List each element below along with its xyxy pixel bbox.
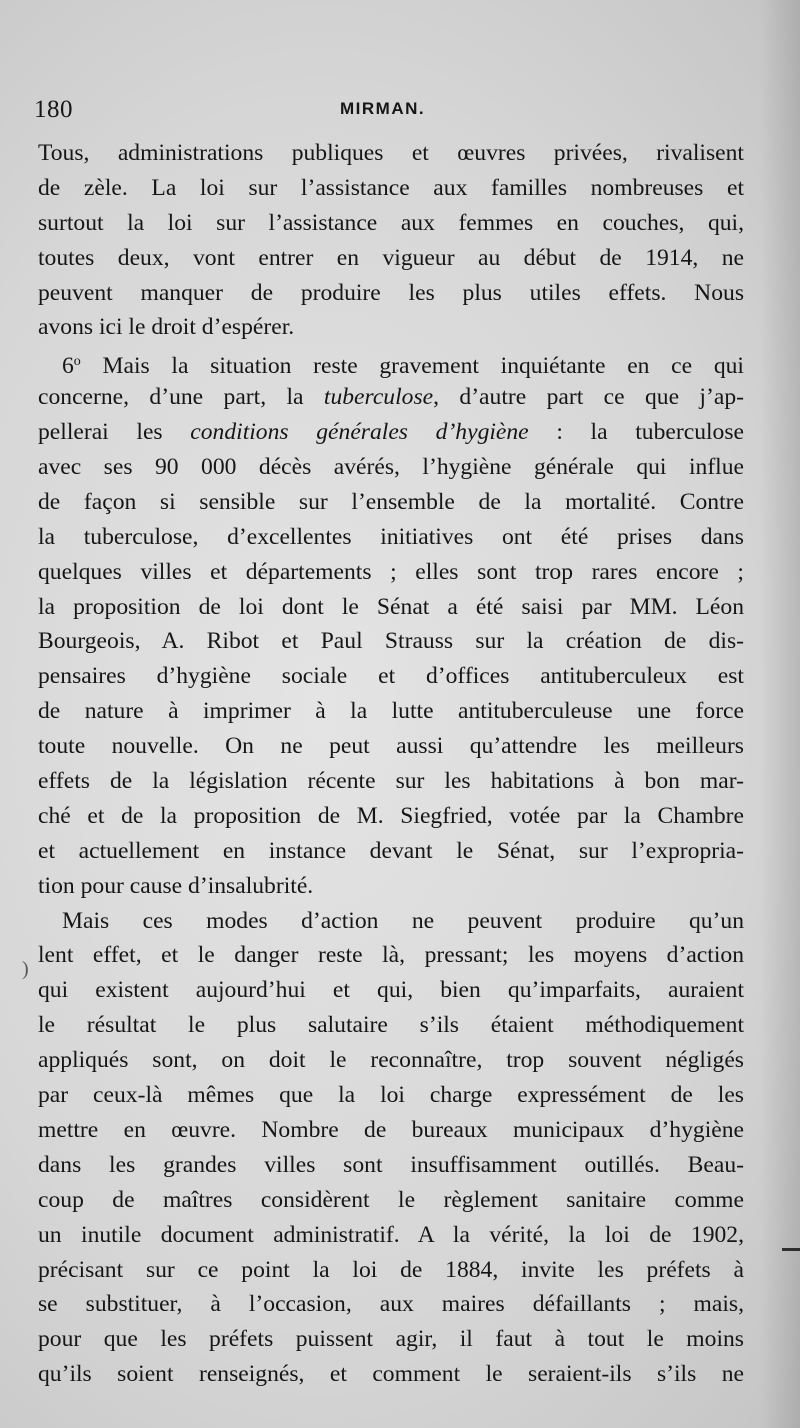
text-line: toutes deux, vont entrer en vigueur au début de 1914, ne bbox=[38, 244, 744, 271]
text-line: se substituer, à l’occasion, aux maires défaillants ; mais, bbox=[38, 1291, 744, 1318]
section-number: 6 bbox=[62, 353, 74, 380]
page-number: 180 bbox=[34, 96, 73, 123]
text-line bbox=[38, 345, 744, 380]
text-line: qui existent aujourd’hui et qui, bien qu’imparfaits, auraient bbox=[38, 977, 744, 1004]
ordinal-superscript: o bbox=[73, 354, 81, 370]
text-line bbox=[38, 415, 744, 450]
text-line: de zèle. La loi sur l’assistance aux familles nombreuses et bbox=[38, 174, 744, 201]
text-span: , d’autre part ce que j’ap- bbox=[433, 384, 744, 411]
text-line: Tous, administrations publiques et œuvres privées, rivalisent bbox=[38, 140, 744, 166]
text-span: pellerai les bbox=[38, 419, 191, 446]
text-line: surtout la loi sur l’assistance aux femmes en couches, qui, bbox=[38, 209, 744, 236]
text-span: : la tuberculose bbox=[528, 419, 744, 446]
text-line: précisant sur ce point la loi de 1884, invite les préfets à bbox=[38, 1256, 744, 1283]
text-line: de nature à imprimer à la lutte antituberculeuse une force bbox=[38, 698, 744, 725]
text-line bbox=[38, 380, 744, 415]
text-line: un inutile document administratif. A la vérité, la loi de 1902, bbox=[38, 1221, 744, 1248]
text-line: ché et de la proposition de M. Siegfried, votée par la Chambre bbox=[38, 802, 744, 829]
text-line: Bourgeois, A. Ribot et Paul Strauss sur la création de dis- bbox=[38, 628, 744, 655]
text-line: avons ici le droit d’espérer. bbox=[38, 314, 295, 341]
text-line: le résultat le plus salutaire s’ils étaient méthodiquement bbox=[38, 1012, 744, 1039]
text-line: quelques villes et départements ; elles sont trop rares encore ; bbox=[38, 558, 744, 585]
text-line: Mais ces modes d’action ne peuvent produire qu’un bbox=[62, 907, 744, 934]
text-line: dans les grandes villes sont insuffisamment outillés. Beau- bbox=[38, 1151, 744, 1178]
text-span: Mais la situation reste gravement inquiétante en ce qui bbox=[80, 353, 744, 380]
text-line: lent effet, et le danger reste là, pressant; les moyens d’action bbox=[38, 942, 744, 969]
running-head bbox=[34, 96, 740, 126]
text-line: appliqués sont, on doit le reconnaître, trop souvent négligés bbox=[38, 1047, 744, 1074]
text-line: coup de maîtres considèrent le règlement sanitaire comme bbox=[38, 1186, 744, 1213]
text-line: de façon si sensible sur l’ensemble de la mortalité. Contre bbox=[38, 488, 744, 515]
text-line: et actuellement en instance devant le Sénat, sur l’expropria- bbox=[38, 837, 744, 864]
text-line: toute nouvelle. On ne peut aussi qu’attendre les meilleurs bbox=[38, 733, 744, 760]
body-text bbox=[38, 136, 744, 1392]
text-line: la tuberculose, d’excellentes initiatives ont été prises dans bbox=[38, 523, 744, 550]
italic-term: tuberculose bbox=[323, 384, 434, 411]
text-span: concerne, d’une part, la bbox=[38, 384, 324, 411]
margin-paren-mark: ) bbox=[22, 958, 29, 980]
text-line: effets de la législation récente sur les habitations à bon mar- bbox=[38, 768, 744, 795]
running-title: MIRMAN. bbox=[340, 99, 426, 118]
text-line: tion pour cause d’insalubrité. bbox=[38, 872, 314, 899]
text-line: avec ses 90 000 décès avérés, l’hygiène générale qui influe bbox=[38, 454, 744, 481]
text-line: pour que les préfets puissent agir, il faut à tout le moins bbox=[38, 1326, 744, 1353]
italic-term: conditions générales d’hygiène bbox=[190, 419, 529, 446]
text-line: mettre en œuvre. Nombre de bureaux municipaux d’hygiène bbox=[38, 1116, 744, 1143]
text-line: la proposition de loi dont le Sénat a été saisi par MM. Léon bbox=[38, 593, 744, 620]
margin-dash-mark bbox=[782, 1248, 800, 1251]
text-line: pensaires d’hygiène sociale et d’offices antituberculeux est bbox=[38, 663, 744, 690]
text-line: peuvent manquer de produire les plus utiles effets. Nous bbox=[38, 279, 744, 306]
text-line: par ceux-là mêmes que la loi charge expressément de les bbox=[38, 1082, 744, 1109]
text-line: qu’ils soient renseignés, et comment le seraient-ils s’ils ne bbox=[38, 1361, 744, 1388]
